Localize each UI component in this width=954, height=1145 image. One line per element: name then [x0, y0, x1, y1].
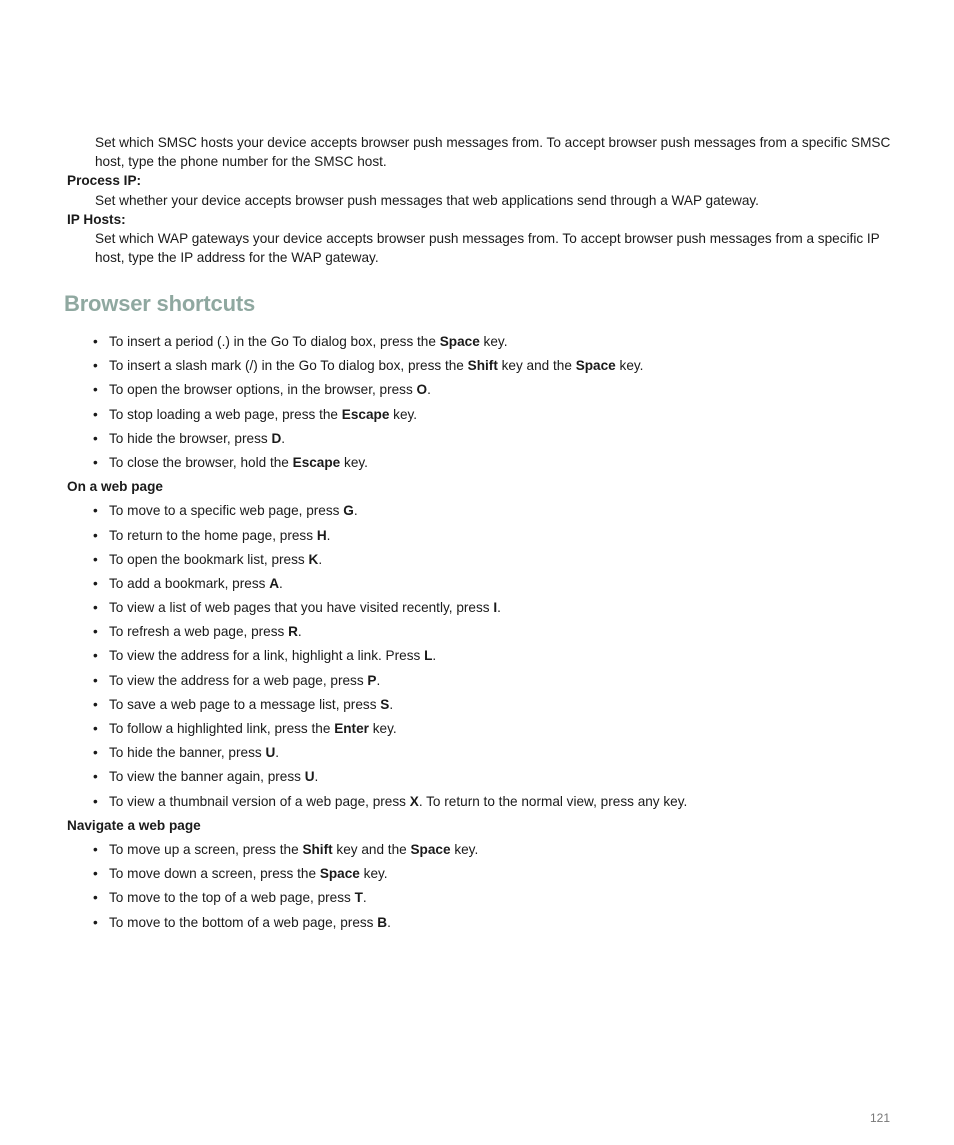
bullet-icon: •	[93, 793, 98, 809]
bullet-icon: •	[93, 503, 98, 519]
text-segment: key.	[340, 454, 368, 470]
text-segment: .	[497, 600, 501, 616]
list-item	[67, 550, 897, 569]
key-name: S	[380, 696, 390, 712]
key-name: R	[288, 624, 298, 640]
definition-description: Set whether your device accepts browser push messages that web applications send through a WAP gateway.	[95, 192, 759, 208]
text-segment: To return to the home page, press	[109, 527, 317, 543]
key-name: Space	[575, 358, 616, 374]
text-segment: .	[353, 503, 358, 519]
text-segment: To move to the top of a web page, press	[109, 890, 355, 906]
text-segment: .	[376, 672, 381, 688]
bullet-icon: •	[93, 358, 98, 374]
list-item	[67, 719, 897, 738]
key-name: L	[424, 648, 433, 664]
key-name: K	[308, 551, 319, 567]
list-item	[67, 767, 897, 786]
list-item	[67, 695, 897, 714]
bullet-icon: •	[93, 334, 98, 349]
shortcut-list	[67, 332, 897, 937]
text-segment: To view the address for a link, highlight a link. Press	[109, 648, 425, 664]
bullet-list	[67, 332, 897, 472]
list-item	[67, 405, 897, 424]
page-number: 121	[869, 1111, 890, 1125]
text-segment: .	[427, 382, 431, 398]
list-item	[67, 526, 897, 545]
text-segment: .	[432, 648, 437, 664]
key-name: O	[416, 382, 428, 398]
text-segment: . To return to the normal view, press any key.	[418, 793, 688, 809]
key-name: I	[493, 600, 498, 616]
text-segment: To move to a specific web page, press	[109, 503, 344, 519]
text-segment: .	[314, 769, 319, 785]
text-segment: .	[387, 914, 391, 930]
list-item	[67, 864, 897, 883]
bullet-icon: •	[93, 914, 98, 930]
list-item	[67, 622, 897, 641]
bullet-icon: •	[93, 624, 98, 640]
bullet-icon: •	[93, 527, 98, 543]
key-name: Escape	[341, 406, 390, 422]
list-item	[67, 501, 897, 520]
text-segment: To refresh a web page, press	[109, 624, 289, 640]
bullet-icon: •	[93, 648, 98, 664]
text-segment: To move down a screen, press the	[109, 866, 320, 882]
key-name: Escape	[292, 454, 341, 470]
bullet-icon: •	[93, 600, 98, 616]
definition-description: Set which SMSC hosts your device accepts browser push messages from. To accept browser push messages from a specific SMSC host, type the phone number for the SMSC host.	[95, 135, 891, 169]
definition-description: Set which WAP gateways your device accepts browser push messages from. To accept browser push messages from a specific IP host, type the IP address for the WAP gateway.	[95, 231, 880, 265]
definition-term: Process IP:	[67, 173, 142, 188]
text-segment: To view a thumbnail version of a web page, press	[109, 793, 410, 809]
text-segment: To close the browser, hold the	[109, 454, 293, 470]
key-name: Enter	[334, 721, 369, 736]
key-name: T	[354, 890, 363, 906]
text-segment: .	[389, 696, 394, 712]
key-name: Space	[319, 866, 360, 882]
text-segment: .	[318, 551, 323, 567]
bullet-icon: •	[93, 382, 98, 398]
text-segment: key.	[389, 406, 418, 422]
definition-list	[67, 133, 897, 267]
list-item	[67, 453, 897, 472]
key-name: G	[343, 503, 354, 519]
list-item	[67, 888, 897, 907]
text-segment: To open the browser options, in the browser, press	[109, 382, 417, 398]
subsection-heading: Navigate a web page	[67, 817, 201, 833]
list-item	[67, 356, 897, 375]
text-segment: .	[281, 430, 286, 446]
bullet-icon: •	[93, 745, 98, 761]
list-item	[67, 574, 897, 593]
text-segment: .	[275, 745, 280, 761]
key-name: U	[304, 769, 315, 785]
bullet-list	[67, 501, 897, 810]
text-segment: key and the	[497, 358, 576, 374]
text-segment: To open the bookmark list, press	[109, 551, 309, 567]
text-segment: To view the banner again, press	[109, 769, 305, 785]
text-segment: To add a bookmark, press	[109, 575, 270, 591]
bullet-icon: •	[93, 769, 98, 785]
text-segment: To hide the browser, press	[109, 430, 272, 446]
text-segment: To insert a period (.) in the Go To dialog box, press the	[109, 334, 440, 349]
text-segment: .	[362, 890, 367, 906]
bullet-icon: •	[93, 890, 98, 906]
key-name: Space	[410, 841, 451, 857]
bullet-icon: •	[93, 672, 98, 688]
list-item	[67, 743, 897, 762]
section-title: Browser shortcuts	[64, 291, 255, 316]
key-name: Shift	[302, 841, 333, 857]
text-segment: To hide the banner, press	[109, 745, 266, 761]
text-segment: key and the	[332, 841, 411, 857]
bullet-icon: •	[93, 551, 98, 567]
text-segment: key.	[359, 866, 388, 882]
subsection-heading: On a web page	[67, 479, 163, 495]
list-item	[67, 429, 897, 448]
text-segment: key.	[450, 841, 479, 857]
definition-term: IP Hosts:	[67, 211, 126, 227]
text-segment: To view a list of web pages that you have visited recently, press	[109, 600, 494, 616]
text-segment: To view the address for a web page, press	[109, 672, 368, 688]
bullet-icon: •	[93, 430, 98, 446]
bullet-icon: •	[93, 406, 98, 422]
bullet-icon: •	[93, 454, 98, 470]
list-item	[67, 332, 897, 351]
list-item	[67, 913, 897, 932]
list-item	[67, 792, 897, 811]
text-segment: .	[326, 527, 331, 543]
text-segment: .	[297, 624, 302, 640]
key-name: U	[265, 745, 276, 761]
key-name: D	[271, 430, 282, 446]
key-name: X	[409, 793, 419, 809]
key-name: Space	[439, 334, 480, 349]
bullet-icon: •	[93, 696, 98, 712]
text-segment: To insert a slash mark (/) in the Go To dialog box, press the	[109, 358, 468, 374]
bullet-icon: •	[93, 866, 98, 882]
list-item	[67, 380, 897, 399]
text-segment: To move up a screen, press the	[109, 841, 303, 857]
text-segment: To move to the bottom of a web page, press	[109, 914, 378, 930]
bullet-icon: •	[93, 575, 98, 591]
text-segment: key.	[479, 334, 508, 349]
key-name: A	[269, 575, 280, 591]
list-item	[67, 671, 897, 690]
text-segment: key.	[368, 721, 397, 736]
key-name: Shift	[467, 358, 498, 374]
key-name: P	[367, 672, 377, 688]
key-name: H	[316, 527, 327, 543]
bullet-icon: •	[93, 721, 98, 736]
text-segment: To save a web page to a message list, press	[109, 696, 381, 712]
bullet-icon: •	[93, 841, 98, 857]
bullet-list	[67, 840, 897, 932]
text-segment: .	[279, 575, 283, 591]
list-item	[67, 840, 897, 859]
list-item	[67, 598, 897, 617]
key-name: B	[377, 914, 388, 930]
list-item	[67, 646, 897, 665]
text-segment: To stop loading a web page, press the	[109, 406, 342, 422]
text-segment: To follow a highlighted link, press the	[109, 721, 335, 736]
text-segment: key.	[615, 358, 644, 374]
